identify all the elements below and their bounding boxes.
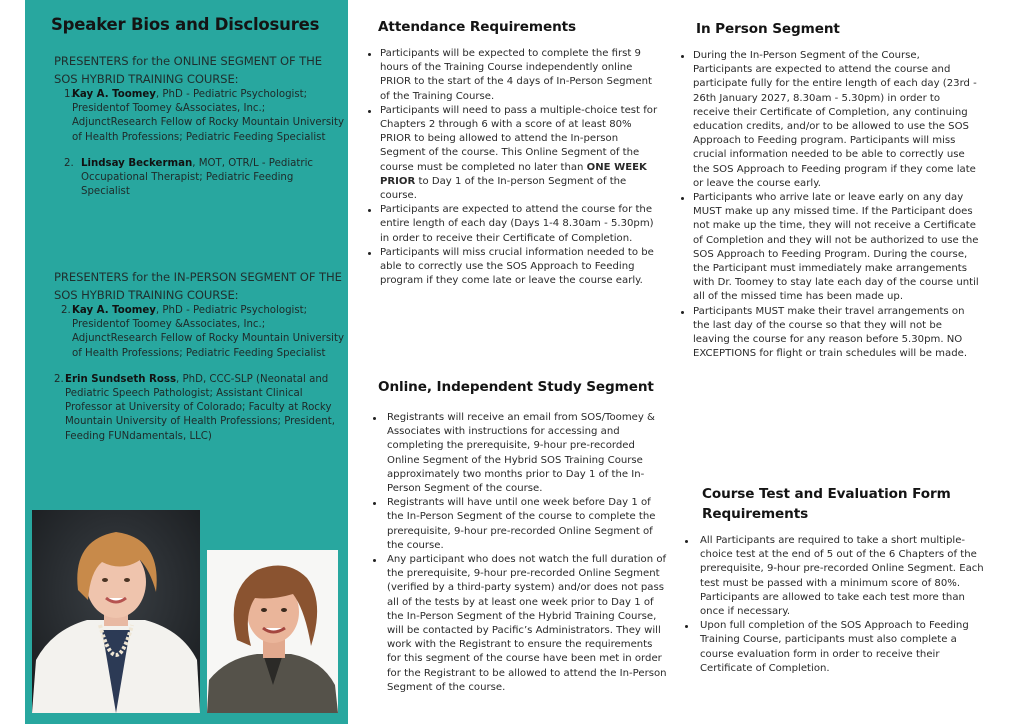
presenter-name: Kay A. Toomey bbox=[72, 89, 156, 100]
online-segment-intro: PRESENTERS for the ONLINE SEGMENT OF THE SOS HYBRID TRAINING COURSE: bbox=[54, 54, 322, 86]
in-person-presenter-list bbox=[54, 304, 344, 444]
attendance-bullet: Participants are expected to attend the course for the entire length of each day (Days 1-4 8.30am - 5.30pm) in order to receive their Certificate of Completion. bbox=[367, 203, 662, 246]
online-study-heading: Online, Independent Study Segment bbox=[378, 379, 654, 395]
online-study-bullet-list bbox=[372, 411, 667, 695]
attendance-requirements-heading: Attendance Requirements bbox=[378, 19, 577, 35]
presenter-details: , PhD, CCC-SLP (Neonatal and Pediatric Speech Pathologist; Assistant Clinical Professor at University of Colorado; Faculty at Rocky Mountain University of Health Professions; President, Feeding FUNdamentals, LLC) bbox=[65, 373, 335, 442]
attendance-bullet bbox=[367, 104, 662, 203]
course-test-heading: Course Test and Evaluation Form Requirements bbox=[702, 486, 951, 522]
in-person-bullet: Participants MUST make their travel arrangements on the last day of the course so that they will not be leaving the course for any reason before 5.30pm. NO EXCEPTIONS for flight or train schedules will be made. bbox=[680, 305, 980, 362]
presenter-number: 2. bbox=[64, 157, 74, 169]
course-test-bullet-list bbox=[684, 534, 984, 676]
attendance-bullet: Participants will miss crucial information needed to be able to correctly use the SOS Approach to Feeding program if they come late or leave the course early. bbox=[367, 246, 662, 289]
in-person-segment-intro: PRESENTERS for the IN-PERSON SEGMENT OF THE SOS HYBRID TRAINING COURSE: bbox=[54, 270, 342, 302]
portrait-illustration bbox=[32, 510, 200, 713]
presenter-details: , PhD - Pediatric Psychologist; Presidentof Toomey &Associates, Inc.; AdjunctResearch Fellow of Rocky Mountain University of Health Professions; Pediatric Feeding Specialist bbox=[72, 305, 345, 359]
presenter-number: 1. bbox=[64, 89, 74, 100]
presenter-details: , PhD - Pediatric Psychologist; Presidentof Toomey &Associates, Inc.; AdjunctResearch Fellow of Rocky Mountain University of Health Professions; Pediatric Feeding Specialist bbox=[72, 89, 345, 143]
presenter-name: Kay A. Toomey bbox=[72, 305, 156, 316]
course-test-section bbox=[684, 485, 984, 676]
online-study-bullet: Registrants will receive an email from SOS/Toomey & Associates with instructions for accessing and completing the prerequisite, 9-hour pre-recorded Online Segment of the Hybrid SOS Training Course approximately two months prior to Day 1 of the In-Person Segment of the course. bbox=[372, 411, 667, 496]
in-person-segment-section bbox=[680, 20, 980, 361]
online-presenter-list bbox=[54, 88, 344, 199]
presenter-item bbox=[64, 157, 344, 200]
course-test-bullet: All Participants are required to take a short multiple-choice test at the end of 5 out of the 6 Chapters of the prerequisite, 9-hour pre-recorded Online Segment. Each test must be passed with a minimum score of 80%. Participants are allowed to take each test more than once if necessary. bbox=[684, 534, 984, 619]
presenter-number: 2. bbox=[61, 305, 71, 316]
presenter-details: , MOT, OTR/L - Pediatric Occupational Therapist; Pediatric Feeding Specialist bbox=[81, 157, 314, 198]
bullet-text: Participants will need to pass a multiple-choice test for Chapters 2 through 6 with a score of at least 80% PRIOR to being allowed to attend the In-person Segment of the course. This Online Segment of the course must be completed no later than bbox=[380, 104, 658, 173]
bullet-text: to Day 1 of the In-person Segment of the course. bbox=[380, 175, 627, 202]
portrait-illustration bbox=[207, 550, 338, 713]
online-study-bullet: Registrants will have until one week before Day 1 of the In-Person Segment of the course to complete the prerequisite, 9-hour pre-recorded Online Segment of the course. bbox=[372, 496, 667, 553]
online-segment-presenters bbox=[54, 52, 344, 199]
in-person-bullet-list bbox=[680, 49, 980, 361]
speaker-photo-erin-ross bbox=[207, 550, 338, 713]
course-test-bullet: Upon full completion of the SOS Approach to Feeding Training Course, participants must also complete a course evaluation form in order to receive their Certificate of Completion. bbox=[684, 619, 984, 676]
bullet-emphasis: ONE WEEK PRIOR bbox=[380, 161, 647, 187]
online-study-section bbox=[372, 378, 667, 695]
in-person-segment-heading: In Person Segment bbox=[696, 21, 840, 37]
presenter-item bbox=[61, 304, 344, 361]
presenter-name: Erin Sundseth Ross bbox=[65, 373, 177, 385]
attendance-bullet-list bbox=[367, 47, 662, 288]
speaker-bios-title: Speaker Bios and Disclosures bbox=[51, 15, 320, 34]
presenter-item bbox=[64, 88, 344, 145]
speaker-photo-kay-toomey bbox=[32, 510, 200, 713]
in-person-bullet: Participants who arrive late or leave early on any day MUST make up any missed time. If the Participant does not make up the time, they will not receive a Certificate of Completion and they will not be authorized to use the SOS Approach to Feeding Program. During the course, the Participant must immediately make arrangements with Dr. Toomey to stay late each day of the course until all of the missed time has been made up. bbox=[680, 191, 980, 305]
presenter-number: 2. bbox=[54, 373, 64, 385]
presenter-item bbox=[54, 373, 344, 444]
attendance-bullet: Participants will be expected to complete the first 9 hours of the Training Course independently online PRIOR to the start of the 4 days of In-Person Segment of the Training Course. bbox=[367, 47, 662, 104]
presenter-name: Lindsay Beckerman bbox=[81, 157, 193, 169]
attendance-requirements-section bbox=[367, 18, 662, 288]
in-person-segment-presenters bbox=[54, 268, 344, 444]
online-study-bullet: Any participant who does not watch the full duration of the prerequisite, 9-hour pre-recorded Online Segment (verified by a third-party system) and/or does not pass all of the tests by at least one week prior to Day 1 of the In-Person Segment of the Hybrid Training Course, will be contacted by Pacific’s Administrators. They will work with the Registrant to ensure the requirements for this segment of the course have been met in order for the Registrant to be allowed to attend the In-Person Segment of the course. bbox=[372, 553, 667, 695]
in-person-bullet: During the In-Person Segment of the Course, Participants are expected to attend the course and participate fully for the entire length of each day (23rd - 26th January 2027, 8.30am - 5.30pm) in order to receive their Certificate of Completion, any continuing education credits, and/or to be allowed to use the SOS Approach to Feeding program. Participants will miss crucial information needed to be able to correctly use the SOS Approach to Feeding program if they come late or leave the course early. bbox=[680, 49, 980, 191]
